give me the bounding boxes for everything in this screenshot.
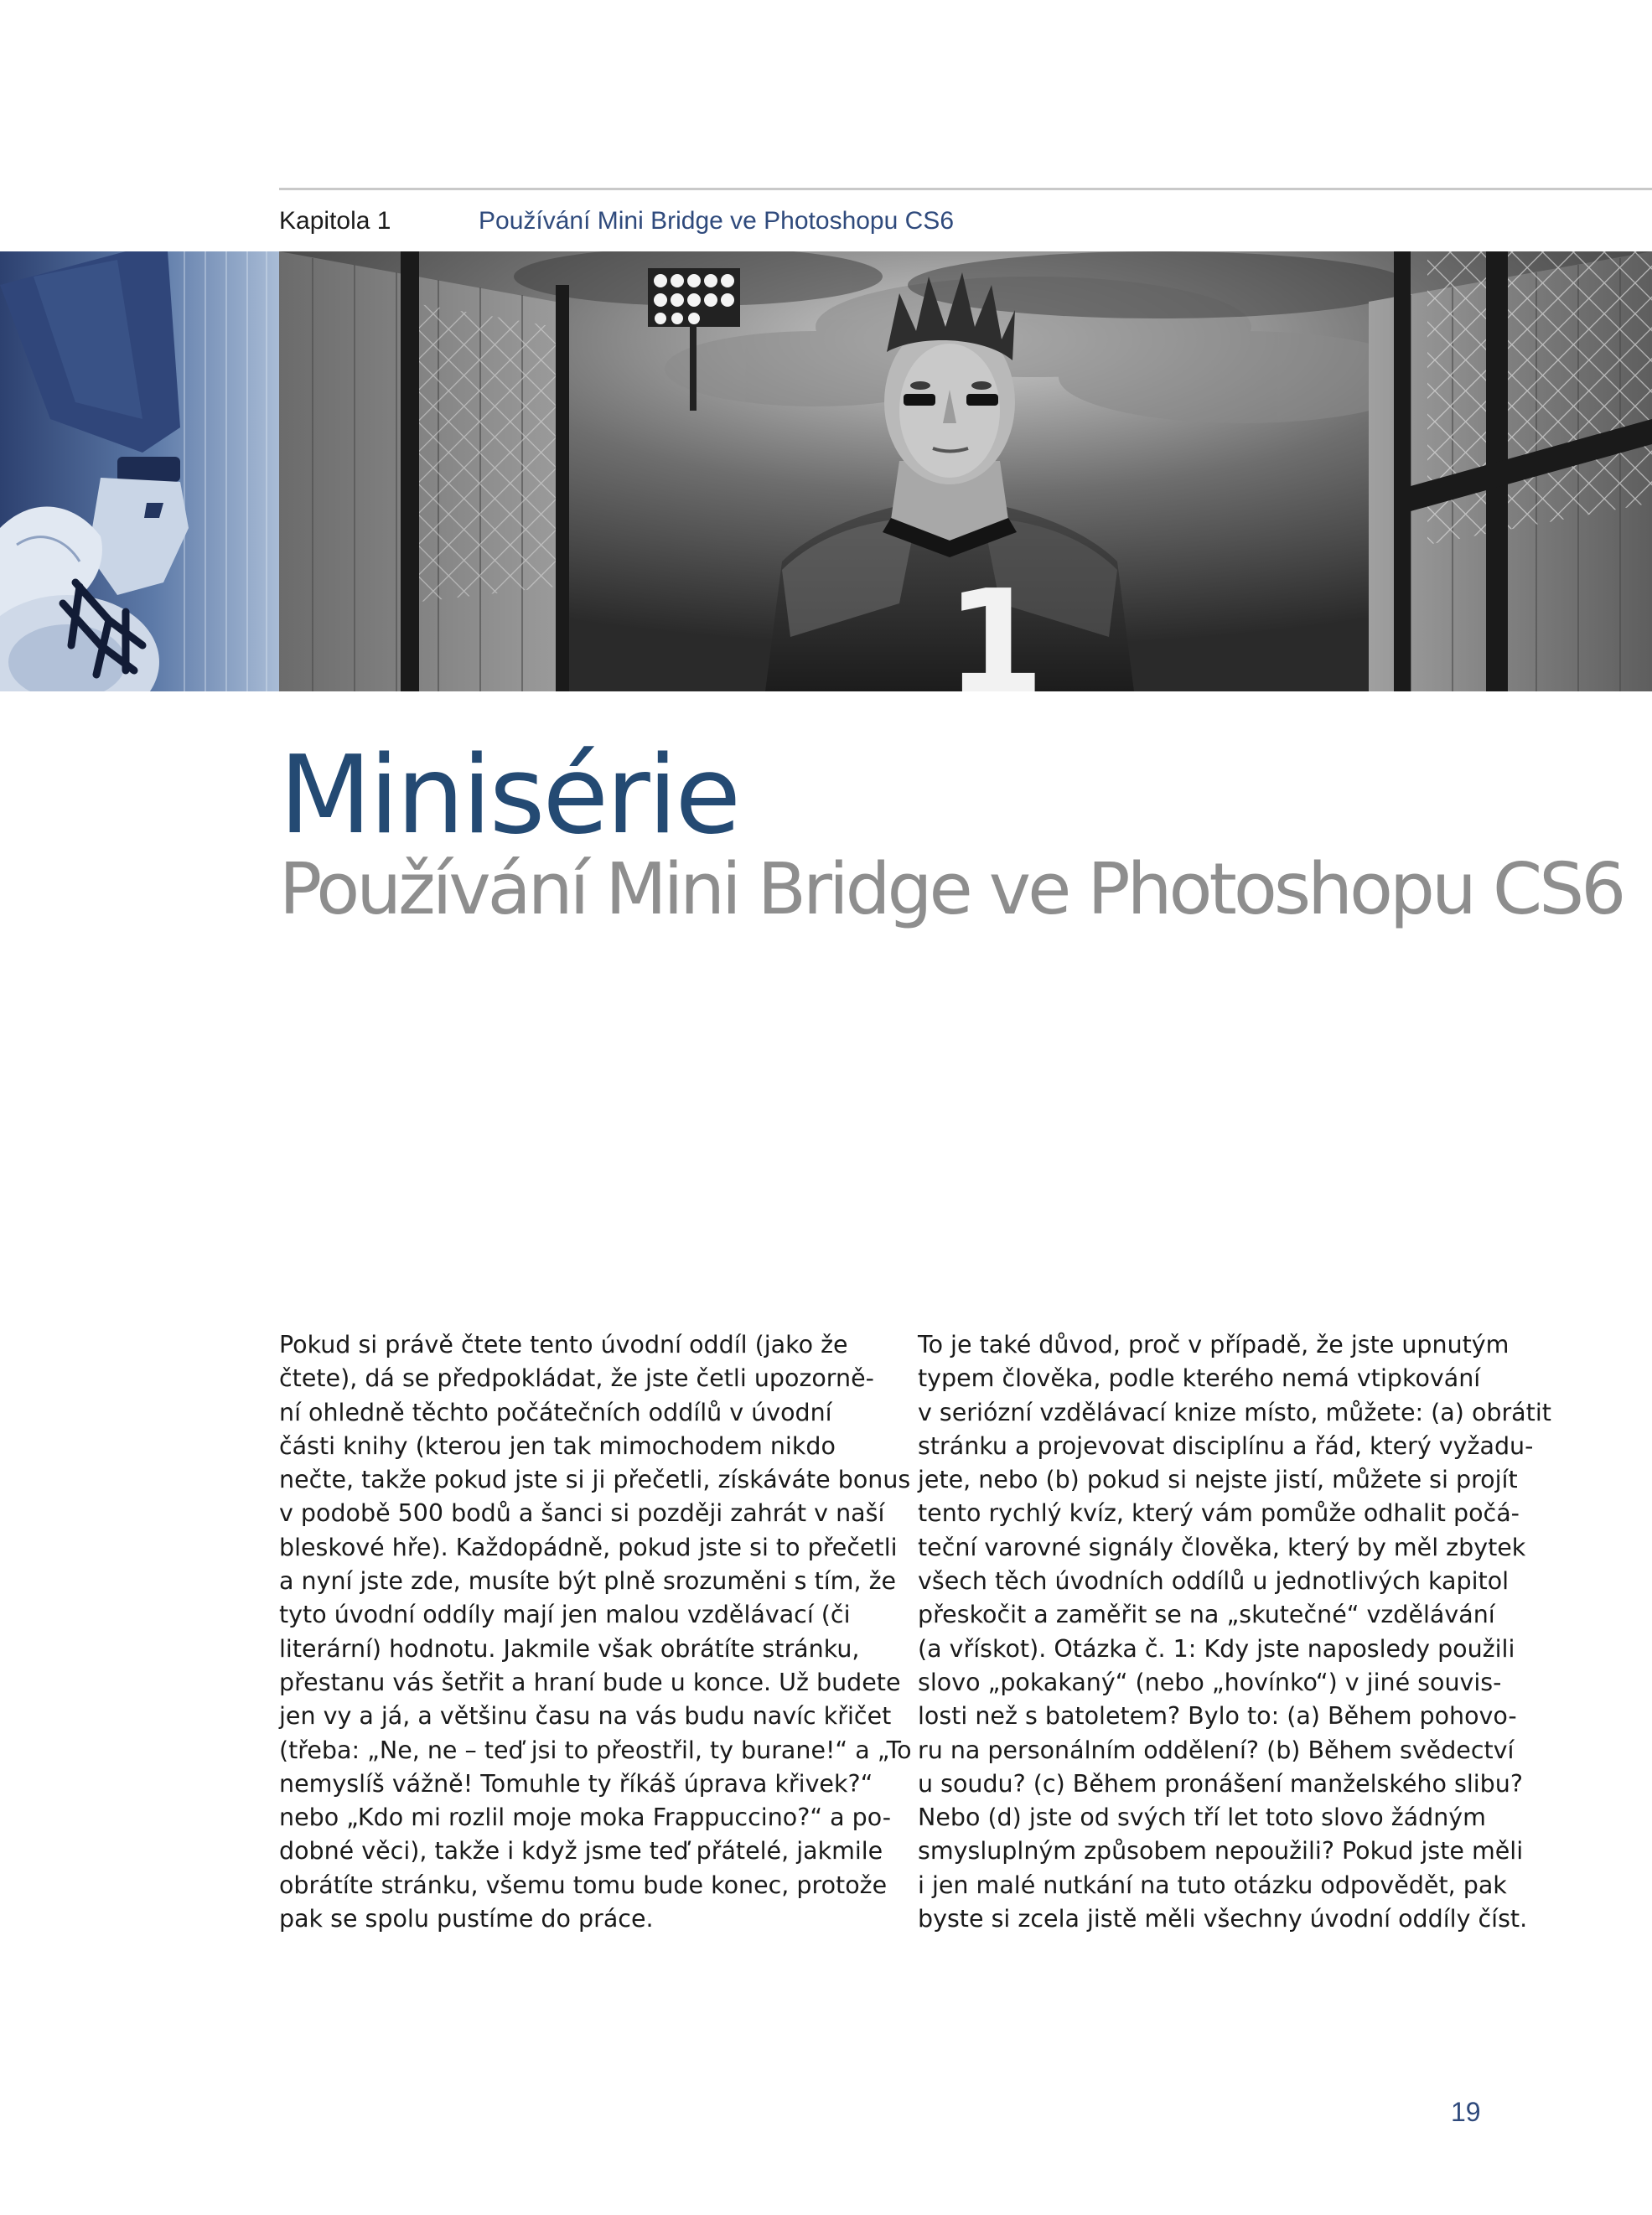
body-line: typem člověka, podle kterého nemá vtipkování	[918, 1364, 1481, 1393]
left-banner-image	[0, 251, 279, 691]
body-line: literární) hodnotu. Jakmile však obrátíte stránku,	[279, 1634, 860, 1663]
body-line: tyto úvodní oddíly mají jen malou vzdělávací (či	[279, 1601, 851, 1629]
body-line: slovo „pokakaný“ (nebo „hovínko“) v jiné souvis-	[918, 1668, 1502, 1696]
body-line: části knihy (kterou jen tak mimochodem nikdo	[279, 1431, 836, 1460]
main-banner-image	[279, 251, 1652, 691]
body-line: u soudu? (c) Během pronášení manželského slibu?	[918, 1769, 1523, 1798]
body-line: teční varovné signály člověka, který by měl zbytek	[918, 1533, 1526, 1561]
body-line: losti než s batoletem? Bylo to: (a) Během pohovo-	[918, 1702, 1517, 1731]
body-line: jete, nebo (b) pokud si nejste jistí, můžete si projít	[918, 1466, 1518, 1494]
body-line: a nyní jste zde, musíte být plně srozuměni s tím, že	[279, 1567, 897, 1596]
body-line: smysluplným způsobem nepoužili? Pokud jste měli	[918, 1837, 1524, 1866]
body-line: v seriózní vzdělávací knize místo, můžete: (a) obrátit	[918, 1398, 1551, 1426]
body-line: nemyslíš vážně! Tomuhle ty říkáš úprava křivek?“	[279, 1769, 873, 1798]
body-line: i jen malé nutkání na tuto otázku odpovědět, pak	[918, 1871, 1507, 1899]
body-line: přestanu vás šetřit a hraní bude u konce. Už budete	[279, 1668, 901, 1696]
body-line: pak se spolu pustíme do práce.	[279, 1905, 654, 1933]
body-line: stránku a projevovat disciplínu a řád, který vyžadu-	[918, 1431, 1534, 1460]
body-line: ru na personálním oddělení? (b) Během svědectví	[918, 1736, 1515, 1764]
body-line: (třeba: „Ne, ne – teď jsi to přeostřil, ty burane!“ a „To	[279, 1736, 912, 1764]
body-line: byste si zcela jistě měli všechny úvodní oddíly číst.	[918, 1905, 1528, 1933]
page-subtitle: Používání Mini Bridge ve Photoshopu CS6	[279, 848, 1624, 931]
body-line: bleskové hře). Každopádně, pokud jste si to přečetli	[279, 1533, 898, 1561]
body-line: tento rychlý kvíz, který vám pomůže odhalit počá-	[918, 1499, 1520, 1528]
body-line: Pokud si právě čtete tento úvodní oddíl (jako že	[279, 1331, 848, 1358]
body-line: nebo „Kdo mi rozlil moje moka Frappuccino?“ a po-	[279, 1804, 892, 1832]
header-rule	[279, 188, 1652, 190]
jersey-number: 1	[945, 560, 1045, 691]
body-line: v podobě 500 bodů a šanci si později zahrát v naší	[279, 1499, 885, 1528]
body-line: nečte, takže pokud jste si ji přečetli, získáváte bonus	[279, 1466, 911, 1494]
body-line: dobné věci), takže i když jsme teď přátelé, jakmile	[279, 1837, 883, 1866]
body-line: přeskočit a zaměřit se na „skutečné“ vzdělávání	[918, 1601, 1495, 1629]
body-line: (a vřískot). Otázka č. 1: Kdy jste naposledy použili	[918, 1634, 1515, 1663]
body-line: To je také důvod, proč v případě, že jste upnutým	[918, 1331, 1510, 1358]
chapter-title: Používání Mini Bridge ve Photoshopu CS6	[479, 207, 954, 235]
running-header	[279, 206, 954, 236]
body-column-left	[279, 1328, 912, 1936]
body-column-right	[918, 1328, 1551, 1936]
body-line: ní ohledně těchto počátečních oddílů v úvodní	[279, 1398, 832, 1426]
body-line: všech těch úvodních oddílů u jednotlivých kapitol	[918, 1567, 1510, 1596]
football-player-illustration	[279, 251, 1652, 691]
page-title: Minisérie	[279, 733, 739, 858]
body-line: Nebo (d) jste od svých tří let toto slovo žádným	[918, 1804, 1486, 1832]
page-number: 19	[1451, 2097, 1481, 2127]
body-line: čtete), dá se předpokládat, že jste četli upozorně-	[279, 1364, 874, 1393]
body-line: obrátíte stránku, všemu tomu bude konec, protože	[279, 1871, 888, 1899]
body-line: jen vy a já, a většinu času na vás budu navíc křičet	[279, 1702, 892, 1731]
helmet-glove-illustration	[0, 251, 279, 691]
chapter-label: Kapitola 1	[279, 207, 391, 235]
